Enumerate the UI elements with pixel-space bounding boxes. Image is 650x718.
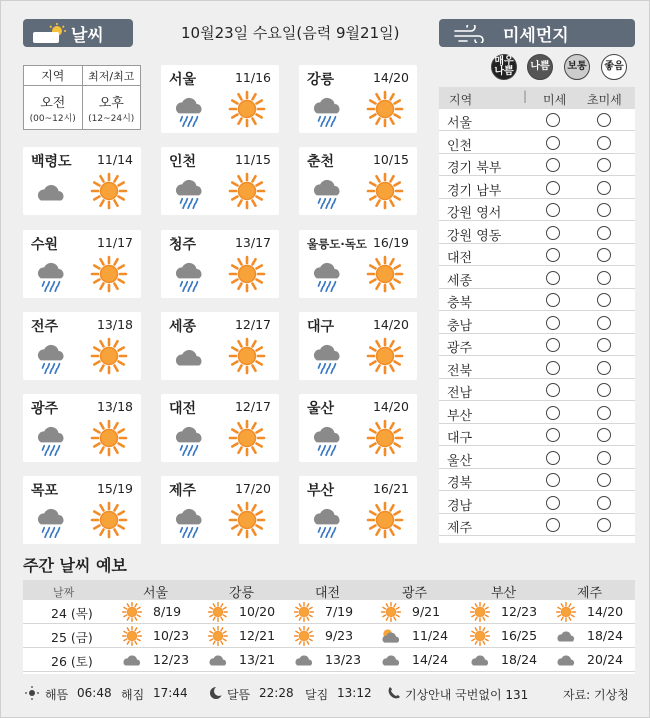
city-temp: 11/16 <box>234 70 271 85</box>
legend-am-label: 오전 <box>40 96 66 111</box>
dust-col-pm10: 미세 <box>543 93 567 107</box>
weekly-temp: 14/24 <box>412 652 449 667</box>
pm25-level-circle <box>597 338 611 352</box>
cloud-icon <box>33 175 69 209</box>
city-card <box>299 147 417 215</box>
weekly-temp: 12/21 <box>239 628 276 643</box>
dust-region-name: 충남 <box>447 318 473 334</box>
dust-region-name: 세종 <box>447 273 473 289</box>
pm10-level-circle <box>546 406 560 420</box>
sun-icon <box>365 254 405 294</box>
city-name: 목포 <box>31 483 59 499</box>
sun-icon <box>365 418 405 458</box>
rain-cloud-icon <box>309 504 345 538</box>
pm25-level-circle <box>597 203 611 217</box>
rain-cloud-icon <box>171 504 207 538</box>
sun-icon <box>89 254 129 294</box>
legend-pm <box>83 86 141 130</box>
rain-cloud-icon <box>309 175 345 209</box>
city-temp: 14/20 <box>372 399 409 414</box>
legend-minmax: 최저/최고 <box>88 69 135 83</box>
sunrise-label: 해뜸 <box>45 688 69 702</box>
sunrise-icon <box>25 686 39 700</box>
sun-icon <box>119 601 145 623</box>
city-name: 전주 <box>31 319 59 335</box>
forecast-legend <box>23 65 141 130</box>
city-temp: 12/17 <box>234 317 271 332</box>
rain-cloud-icon <box>309 258 345 292</box>
weekly-temp: 8/19 <box>153 604 182 619</box>
sun-icon <box>553 601 579 623</box>
city-card <box>161 230 279 298</box>
weekly-row <box>23 600 635 624</box>
legend-am <box>24 86 83 130</box>
city-name: 춘천 <box>307 154 335 170</box>
pm10-level-circle <box>546 316 560 330</box>
sun-icon <box>227 171 267 211</box>
pm10-level-circle <box>546 293 560 307</box>
dust-region-name: 서울 <box>447 116 473 131</box>
pm10-level-circle <box>546 428 560 442</box>
dust-wind-icon <box>453 25 489 43</box>
city-card <box>161 147 279 215</box>
city-name: 대구 <box>307 319 335 335</box>
sunset-label: 해짐 <box>121 688 145 702</box>
weekly-temp: 20/24 <box>587 652 624 667</box>
weekly-row <box>23 648 635 672</box>
moonrise-label: 달뜸 <box>227 688 251 702</box>
cloud-icon <box>205 649 231 671</box>
city-temp: 14/20 <box>372 317 409 332</box>
dust-level-normal: 보통 <box>564 54 590 80</box>
pm25-level-circle <box>597 361 611 375</box>
city-temp: 11/17 <box>96 235 133 250</box>
cloud-icon <box>171 340 207 374</box>
weekly-temp: 10/20 <box>239 604 276 619</box>
weekly-title: 주간 날씨 예보 <box>23 556 127 575</box>
cloud-icon <box>378 649 404 671</box>
city-card <box>161 312 279 380</box>
sun-icon <box>205 601 231 623</box>
dust-row <box>439 199 635 221</box>
city-card <box>23 147 141 215</box>
city-temp: 11/14 <box>96 152 133 167</box>
weekly-temp: 14/20 <box>587 604 624 619</box>
sun-cloud-logo-icon <box>31 23 71 45</box>
weekly-temp: 9/21 <box>412 604 441 619</box>
pm25-level-circle <box>597 136 611 150</box>
city-name: 울릉도·독도 <box>307 237 367 251</box>
dust-col-region: 지역 <box>449 93 473 107</box>
pm10-level-circle <box>546 473 560 487</box>
dust-region-name: 울산 <box>447 453 473 469</box>
dust-title: 미세먼지 <box>503 25 569 46</box>
legend-pm-hours: (12~24시) <box>88 114 135 124</box>
sun-icon <box>89 336 129 376</box>
sun-icon <box>119 625 145 647</box>
footer-bar <box>23 681 635 707</box>
sun-icon <box>365 500 405 540</box>
dust-row <box>439 132 635 154</box>
cloud-icon <box>291 649 317 671</box>
city-temp: 16/21 <box>372 481 409 496</box>
weekly-date: 25 (금) <box>51 630 93 645</box>
dust-row <box>439 222 635 244</box>
city-name: 세종 <box>169 319 197 335</box>
moonset-time: 13:12 <box>337 686 372 700</box>
weekly-temp: 12/23 <box>501 604 538 619</box>
rain-cloud-icon <box>33 340 69 374</box>
weekly-col-city: 부산 <box>491 586 517 601</box>
sun-icon <box>467 625 493 647</box>
rain-cloud-icon <box>33 422 69 456</box>
pm10-level-circle <box>546 181 560 195</box>
pm25-level-circle <box>597 248 611 262</box>
dust-row <box>439 154 635 176</box>
dust-row <box>439 312 635 334</box>
weekly-temp: 7/19 <box>325 604 354 619</box>
weekly-temp: 13/21 <box>239 652 276 667</box>
pm10-level-circle <box>546 518 560 532</box>
dust-col-pm25: 초미세 <box>587 93 622 107</box>
pm10-level-circle <box>546 226 560 240</box>
weekly-temp: 11/24 <box>412 628 449 643</box>
pm10-level-circle <box>546 248 560 262</box>
dust-row <box>439 357 635 379</box>
sun-icon <box>227 89 267 129</box>
pm10-level-circle <box>546 361 560 375</box>
rain-cloud-icon <box>171 258 207 292</box>
sun-icon <box>291 625 317 647</box>
dust-row <box>439 424 635 446</box>
weekly-col-city: 제주 <box>577 586 603 601</box>
weekly-temp: 13/23 <box>325 652 362 667</box>
pm25-level-circle <box>597 293 611 307</box>
moonset-label: 달짐 <box>305 688 329 702</box>
dust-region-name: 경기 남부 <box>447 183 502 199</box>
city-temp: 16/19 <box>372 235 409 250</box>
dust-region-name: 강원 영서 <box>447 206 502 221</box>
city-name: 제주 <box>169 483 197 499</box>
sun-icon <box>467 601 493 623</box>
rain-cloud-icon <box>309 93 345 127</box>
sun-icon <box>227 500 267 540</box>
pm25-level-circle <box>597 316 611 330</box>
city-card <box>161 476 279 544</box>
pm25-level-circle <box>597 158 611 172</box>
dust-row <box>439 447 635 469</box>
pm25-level-circle <box>597 226 611 240</box>
rain-cloud-icon <box>33 258 69 292</box>
city-card <box>299 312 417 380</box>
city-temp: 13/18 <box>96 317 133 332</box>
city-temp: 10/15 <box>372 152 409 167</box>
city-card <box>23 230 141 298</box>
rain-cloud-icon <box>309 422 345 456</box>
pm25-level-circle <box>597 113 611 127</box>
weekly-col-city: 강릉 <box>229 586 255 601</box>
city-card <box>23 394 141 462</box>
dust-row <box>439 244 635 266</box>
pm25-level-circle <box>597 451 611 465</box>
city-name: 광주 <box>31 401 59 417</box>
city-temp: 13/17 <box>234 235 271 250</box>
city-card <box>161 65 279 133</box>
dust-region-name: 부산 <box>447 408 473 424</box>
pm10-level-circle <box>546 496 560 510</box>
weekly-date: 26 (토) <box>51 654 93 669</box>
sun-cloud-icon <box>378 625 404 647</box>
dust-level-bad: 나쁨 <box>527 54 553 80</box>
city-card <box>161 394 279 462</box>
sun-icon <box>227 418 267 458</box>
weekly-header <box>23 580 635 600</box>
dust-region-name: 경북 <box>447 476 473 491</box>
dust-level-good: 좋음 <box>601 54 627 80</box>
weekly-temp: 10/23 <box>153 628 190 643</box>
city-card <box>299 65 417 133</box>
rain-cloud-icon <box>33 504 69 538</box>
dust-row <box>439 267 635 289</box>
city-temp: 15/19 <box>96 481 133 496</box>
weekly-temp: 18/24 <box>587 628 624 643</box>
dust-row <box>439 177 635 199</box>
sun-icon <box>365 336 405 376</box>
data-source: 자료: 기상청 <box>563 688 629 702</box>
dust-region-name: 대전 <box>447 251 473 266</box>
pm25-level-circle <box>597 428 611 442</box>
city-name: 대전 <box>169 401 197 417</box>
cloud-icon <box>553 649 579 671</box>
dust-region-name: 대구 <box>447 431 473 446</box>
city-temp: 12/17 <box>234 399 271 414</box>
city-temp: 14/20 <box>372 70 409 85</box>
legend-region: 지역 <box>24 66 83 85</box>
legend-am-hours: (00~12시) <box>29 114 76 124</box>
city-temp: 11/15 <box>234 152 271 167</box>
pm10-level-circle <box>546 338 560 352</box>
sun-icon <box>89 500 129 540</box>
dust-row <box>439 289 635 311</box>
dust-row <box>439 492 635 514</box>
cloud-icon <box>553 625 579 647</box>
dust-region-name: 강원 영동 <box>447 228 502 244</box>
weekly-col-city: 광주 <box>402 586 428 601</box>
dust-region-name: 제주 <box>447 521 473 536</box>
pm25-level-circle <box>597 473 611 487</box>
city-name: 서울 <box>169 72 197 88</box>
pm10-level-circle <box>546 158 560 172</box>
dust-region-name: 광주 <box>447 341 473 356</box>
weekly-temp: 9/23 <box>325 628 354 643</box>
sun-icon <box>227 254 267 294</box>
dust-row <box>439 379 635 401</box>
dust-region-name: 전북 <box>447 363 473 379</box>
weekly-temp: 12/23 <box>153 652 190 667</box>
pm10-level-circle <box>546 203 560 217</box>
dust-row <box>439 514 635 536</box>
cloud-icon <box>119 649 145 671</box>
city-card <box>299 394 417 462</box>
sun-icon <box>291 601 317 623</box>
dust-region-name: 전남 <box>447 386 473 401</box>
weather-hotline: 기상안내 국번없이 131 <box>405 688 529 702</box>
city-name: 울산 <box>307 401 335 417</box>
city-card <box>23 476 141 544</box>
city-name: 강릉 <box>307 72 335 88</box>
dust-row <box>439 109 635 131</box>
pm10-level-circle <box>546 383 560 397</box>
sunset-time: 17:44 <box>153 686 188 700</box>
city-card <box>23 312 141 380</box>
pm25-level-circle <box>597 181 611 195</box>
dust-row <box>439 334 635 356</box>
pm10-level-circle <box>546 136 560 150</box>
dust-row <box>439 469 635 491</box>
phone-icon <box>387 686 401 700</box>
city-name: 청주 <box>169 237 197 253</box>
sun-icon <box>89 418 129 458</box>
city-name: 백령도 <box>31 154 72 170</box>
dust-region-name: 경기 북부 <box>447 161 502 176</box>
moon-icon <box>209 686 223 700</box>
pm10-level-circle <box>546 451 560 465</box>
dust-table-header: 지역 | 미세 초미세 <box>439 87 635 109</box>
weekly-temp: 16/25 <box>501 628 538 643</box>
sunrise-time: 06:48 <box>77 686 112 700</box>
rain-cloud-icon <box>171 175 207 209</box>
dust-level-very-bad: 매우 나쁨 <box>491 54 517 80</box>
rain-cloud-icon <box>309 340 345 374</box>
pm25-level-circle <box>597 518 611 532</box>
weekly-forecast-table <box>23 580 635 674</box>
dust-row <box>439 402 635 424</box>
weekly-temp: 18/24 <box>501 652 538 667</box>
legend-pm-label: 오후 <box>98 96 124 111</box>
pm10-level-circle <box>546 271 560 285</box>
weekly-col-city: 서울 <box>143 586 169 601</box>
city-card <box>299 476 417 544</box>
pm10-level-circle <box>546 113 560 127</box>
dust-region-name: 경남 <box>447 498 473 514</box>
weekly-col-date: 날짜 <box>53 586 75 599</box>
pm25-level-circle <box>597 496 611 510</box>
city-temp: 17/20 <box>234 481 271 496</box>
sun-icon <box>378 601 404 623</box>
moonrise-time: 22:28 <box>259 686 294 700</box>
sun-icon <box>227 336 267 376</box>
pm25-level-circle <box>597 271 611 285</box>
city-name: 인천 <box>169 154 197 170</box>
weekly-col-city: 대전 <box>315 586 341 601</box>
weekly-row <box>23 624 635 648</box>
dust-region-name: 인천 <box>447 138 473 154</box>
pm25-level-circle <box>597 383 611 397</box>
rain-cloud-icon <box>171 93 207 127</box>
city-card <box>299 230 417 298</box>
weekly-date: 24 (목) <box>51 606 93 621</box>
cloud-icon <box>467 649 493 671</box>
city-name: 부산 <box>307 483 335 499</box>
rain-cloud-icon <box>171 422 207 456</box>
date-line: 10월23일 수요일(음력 9월21일) <box>181 24 400 42</box>
sun-icon <box>89 171 129 211</box>
sun-icon <box>365 89 405 129</box>
pm25-level-circle <box>597 406 611 420</box>
city-temp: 13/18 <box>96 399 133 414</box>
sun-icon <box>205 625 231 647</box>
city-name: 수원 <box>31 237 59 253</box>
sun-icon <box>365 171 405 211</box>
weather-title: 날씨 <box>71 25 104 46</box>
dust-table <box>439 87 635 543</box>
dust-region-name: 충북 <box>447 296 473 311</box>
